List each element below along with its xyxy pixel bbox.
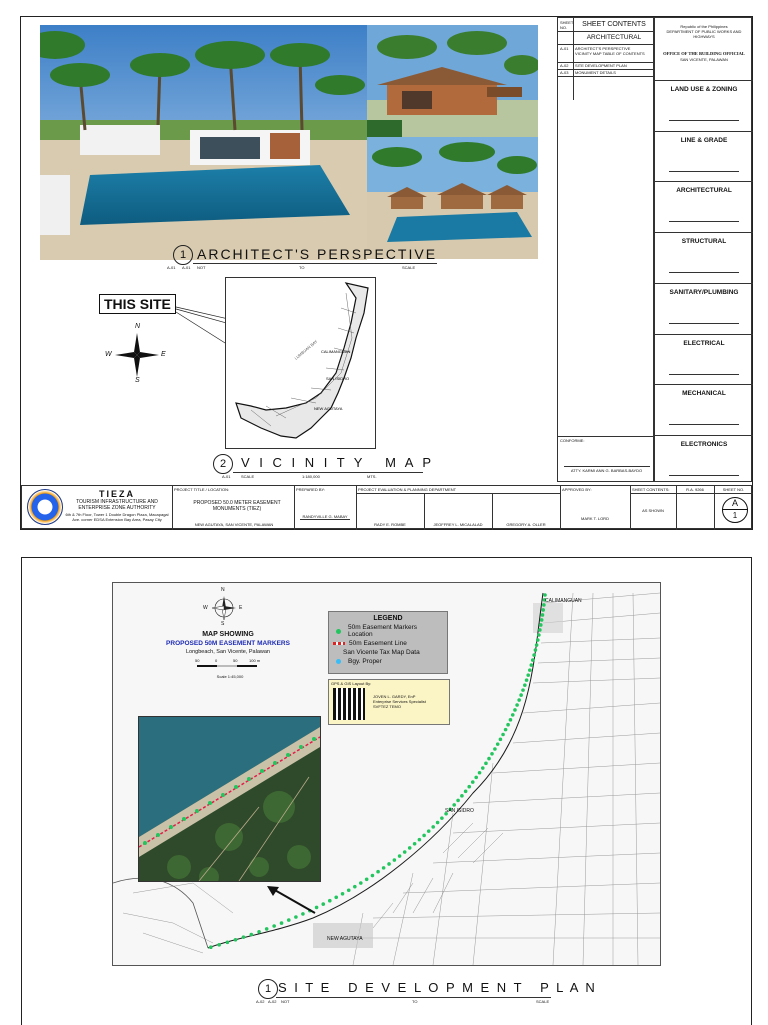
legend-item [333,624,443,638]
easement-marker [536,638,540,642]
site-plan-scale-not: NOT [281,999,290,1004]
easement-marker [408,846,412,850]
inset-marker [143,841,147,845]
easement-marker [481,766,485,770]
sheet-row-3-no: A-03 [560,70,569,75]
easement-marker [523,683,527,687]
map-label-calimanguan: CALIMANGUAN [321,349,351,354]
sheet-contents-value: AS SHOWN [642,508,664,513]
map-legend [328,611,448,674]
discipline-signature-line [669,475,739,476]
north-arrow-compass [105,323,166,384]
easement-marker [539,623,543,627]
vicinity-caption [207,454,435,480]
easement-marker [353,885,357,889]
legend-title: LEGEND [373,615,403,622]
compass-w: W [105,351,112,358]
legend-swatch [333,650,339,656]
easement-marker [371,874,375,878]
easement-marker [265,927,269,931]
conforme-name: ATTY. KARMI ANN G. BARBAS-BAYDO [570,468,643,473]
easement-marker [347,888,351,892]
detail-number: 1 [179,249,187,261]
inset-marker [221,793,225,797]
vicinity-scale-label: SCALE [241,474,255,479]
vicinity-title: V I C I N I T Y M A P [241,455,435,470]
easement-marker [440,816,444,820]
easement-marker [493,747,497,751]
scale-tick-1: 50 [195,658,200,663]
easement-marker [530,663,534,667]
detail-number-circle [173,245,193,265]
legend-label: San Vicente Tax Map Data [343,649,420,656]
drawing-sheet-a02 [21,557,752,1025]
easement-marker [504,728,508,732]
map-label-new-agutaya: NEW AGUTAYA [314,406,343,411]
easement-marker [365,877,369,881]
approved-label: APPROVED BY: [562,487,592,492]
easement-marker [471,780,475,784]
map-compass [203,587,243,627]
easement-marker [528,668,532,672]
easement-marker [535,643,539,647]
title-block [21,485,752,529]
site-plan-caption [236,978,597,1006]
ra-label: R.A. 9266 [686,487,704,492]
agency-name: TIEZA [99,489,135,499]
easement-marker [490,752,494,756]
easement-marker [413,842,417,846]
evaluation-label: PROJECT EVALUATION & PLANNING DEPARTMENT [358,487,457,492]
easement-marker [532,653,536,657]
easement-marker [537,633,541,637]
gps-name-3: SVFTEZ TEMO [373,704,401,709]
scale-word-not: NOT [197,265,206,270]
inset-marker [273,761,277,765]
place-label-new-agutaya: NEW AGUTAYA [327,936,363,942]
easement-marker [464,789,468,793]
drawing-sheet-a01 [20,16,753,530]
compass-s: S [135,377,140,384]
inset-marker [247,777,251,781]
scale-word-scale: SCALE [402,265,416,270]
easement-marker [519,693,523,697]
discipline-label: MECHANICAL [682,390,726,398]
legend-label: Bgy. Proper [348,658,382,665]
map-compass-e: E [239,605,243,611]
scale-bar [195,658,265,672]
office-line2: DEPARTMENT OF PUBLIC WORKS AND HIGHWAYS [666,29,742,39]
legend-label: 50m Easement Line [349,640,407,647]
easement-marker [359,881,363,885]
easement-marker [387,862,391,866]
easement-marker [234,938,238,942]
legend-swatch [333,642,345,645]
inset-marker [286,753,290,757]
office-title: OFFICE OF THE BUILDING OFFICIAL [663,51,745,56]
site-plan-title: S I T E D E V E L O P M E N T P L A N [278,980,597,995]
site-plan-scale-scale: SCALE [536,999,550,1004]
inset-marker [312,737,316,741]
office-line1: Republic of the Philippines [680,24,728,29]
easement-marker [393,858,397,862]
easement-marker [422,834,426,838]
inset-marker [195,809,199,813]
easement-marker [541,608,545,612]
map-label-san-isidro: SAN ISIDRO [326,376,350,381]
inset-arrow [263,883,323,918]
office-place: SAN VICENTE, PALAWAN [680,57,728,62]
discipline-signature-line [669,221,739,222]
this-site-label: THIS SITE [99,294,176,314]
evaluator-name-2: JEOFFREY L. MICALALAD [433,522,483,527]
sheet-contents-header: SHEET CONTENTS [582,21,646,28]
easement-marker [496,742,500,746]
sheet-row-1-no: A-01 [560,46,569,51]
sheet-number: 1 [732,511,738,520]
site-plan-number: 1 [264,983,272,995]
map-subtitle: PROPOSED 50M EASEMENT MARKERS [166,640,290,647]
inset-marker [299,745,303,749]
map-compass-n: N [221,587,225,593]
easement-marker [456,799,460,803]
easement-marker [499,738,503,742]
vicinity-scale-value: 1:180,000 [302,474,320,479]
gps-name-1: JOVEN L. GARDY, EnP [373,694,416,699]
easement-marker [478,771,482,775]
easement-marker [250,933,254,937]
easement-marker [376,870,380,874]
easement-marker [487,757,491,761]
easement-marker [541,613,545,617]
sheet-row-1-text: ARCHITECT'S PERSPECTIVE VICINITY MAP TABLE OF CONTENTS [575,46,645,56]
discipline-label: ARCHITECTURAL [676,187,732,195]
easement-marker [525,678,529,682]
map-location: Longbeach, San Vicente, Palawan [186,649,270,655]
approved-name: MARK T. LORD [581,516,609,521]
sheet-no-header: SHEET NO. [560,20,574,30]
easement-marker [531,658,535,662]
compass-e: E [161,351,166,358]
easement-marker [467,785,471,789]
gps-credit-box [328,679,450,725]
easement-marker [501,733,505,737]
project-label: PROJECT TITLE / LOCATION: [174,487,230,492]
legend-swatch [336,659,341,664]
sheet-no-label: SHEET NO. [722,487,745,492]
easement-marker [484,762,488,766]
detail-number-2: 2 [219,458,227,470]
discipline-label: LAND USE & ZONING [670,86,738,93]
site-plan-ref-2: A-02 [268,999,277,1004]
easement-marker [515,703,519,707]
architect-perspective-image-cottage [367,25,538,137]
inset-marker [234,785,238,789]
evaluator-name-1: RADY E. ROMBE [374,522,406,527]
discipline-signature-line [669,374,739,375]
qr-code [333,688,365,720]
easement-marker [398,854,402,858]
agency-full-name: TOURISM INFRASTRUCTURE AND ENTERPRISE ZONE AUTHORITY [76,499,158,511]
easement-marker [521,688,525,692]
easement-marker [334,895,338,899]
legend-item [333,658,443,665]
detail-ref: A-01 [167,265,176,270]
architect-perspective-image-pool [367,137,538,259]
agency-address: 6th & 7th Floor, Tower 1 Double Dragon Plaza, Macapagal Ave. corner EDSA Extension Bay Area, Pasay City [65,512,169,522]
easement-marker [538,628,542,632]
detail-ref-2: A-01 [182,265,191,270]
perspective-caption [167,245,437,271]
vicinity-unit: MTS. [367,474,377,479]
sheet-row-2-no: A-02 [560,63,569,68]
discipline-label: STRUCTURAL [681,238,727,246]
evaluator-name-3: GREGORY A. OLLER [506,522,546,527]
scale-tick-2: 0 [215,658,218,663]
sheet-number-circle [722,497,748,523]
legend-label: 50m Easement Markers Location [347,624,417,638]
gps-label: GPS & GIS Layout By: [331,681,372,686]
site-plan-ref: A-02 [256,999,265,1004]
scale-text: Scale 1:45,000 [216,674,244,679]
satellite-inset [138,716,321,882]
easement-marker [287,918,291,922]
easement-marker [418,838,422,842]
sheet-contents-label: SHEET CONTENTS: [632,487,670,492]
easement-marker [280,921,284,925]
easement-marker [209,945,213,949]
easement-marker [509,718,513,722]
discipline-signature-line [669,272,739,273]
easement-marker [513,708,517,712]
easement-marker [403,850,407,854]
inset-marker [182,817,186,821]
vicinity-ref: A-01 [222,474,231,479]
easement-marker [506,723,510,727]
sheet-contents-panel [557,17,654,482]
easement-marker [272,924,276,928]
easement-marker [511,713,515,717]
easement-marker [341,892,345,896]
map-label-bay: LUMBUAN BAY [293,338,319,361]
discipline-signature-line [669,424,739,425]
site-plan-number-circle [258,979,278,999]
inset-marker [169,825,173,829]
map-title: MAP SHOWING [202,631,254,638]
scale-tick-4: 100 m [249,658,261,663]
discipline-label: LINE & GRADE [680,136,728,144]
scale-tick-3: 50 [233,658,238,663]
discipline-label: ELECTRICAL [683,339,725,347]
map-compass-w: W [203,605,208,611]
map-compass-s: S [221,621,225,627]
discipline-signature-line [669,171,739,172]
discipline-label: SANITARY/PLUMBING [669,288,739,296]
legend-item [333,640,443,647]
scale-word-to: TO [299,265,305,270]
easement-marker [242,935,246,939]
inset-marker [156,833,160,837]
discipline-signature-line [669,323,739,324]
tieza-logo [27,489,63,525]
inset-marker [208,801,212,805]
easement-marker [452,803,456,807]
easement-marker [226,941,230,945]
vicinity-map [225,277,376,449]
sheet-row-2-text: SITE DEVELOPMENT PLAN [575,63,627,68]
sheet-letter: A [723,498,747,510]
site-development-map [112,582,661,966]
sheet-contents-section: ARCHITECTURAL [586,34,642,41]
easement-marker [217,943,221,947]
legend-item [333,649,443,656]
project-title: PROPOSED 50.0 METER EASEMENT MONUMENTS (TIEZ) [193,500,281,512]
easement-marker [382,866,386,870]
architect-perspective-image-main [40,25,367,260]
conforme-label: CONFORME: [560,438,585,443]
inset-marker [260,769,264,773]
perspective-title: ARCHITECT'S PERSPECTIVE [197,246,438,262]
easement-marker [431,825,435,829]
easement-marker [534,648,538,652]
gps-name-2: Enterprise Services Specialist [373,699,426,704]
easement-marker [474,776,478,780]
easement-marker [427,829,431,833]
easement-marker [328,899,332,903]
easement-marker [540,618,544,622]
prepared-label: PREPARED BY: [296,487,326,492]
discipline-label: ELECTRONICS [680,440,728,448]
project-location: NEW AGUTAYA, SAN VICENTE, PALAWAN [194,522,274,527]
place-label-calimanguan: CALIMANGUAN [545,598,582,604]
place-label-san-isidro: SAN ISIDRO [445,808,474,814]
easement-marker [436,821,440,825]
easement-marker [526,673,530,677]
detail-number-circle-2 [213,454,233,474]
easement-marker [517,698,521,702]
site-plan-scale-to: TO [412,999,418,1004]
legend-swatch [336,629,341,634]
discipline-signature-line [669,120,739,121]
prepared-name: RANDYVILLE G. MABAY [302,514,348,519]
compass-n: N [135,323,141,330]
easement-marker [543,593,547,597]
building-official-panel [654,17,752,482]
easement-marker [257,930,261,934]
easement-marker [460,794,464,798]
sheet-row-3-text: MONUMENT DETAILS [575,70,616,75]
